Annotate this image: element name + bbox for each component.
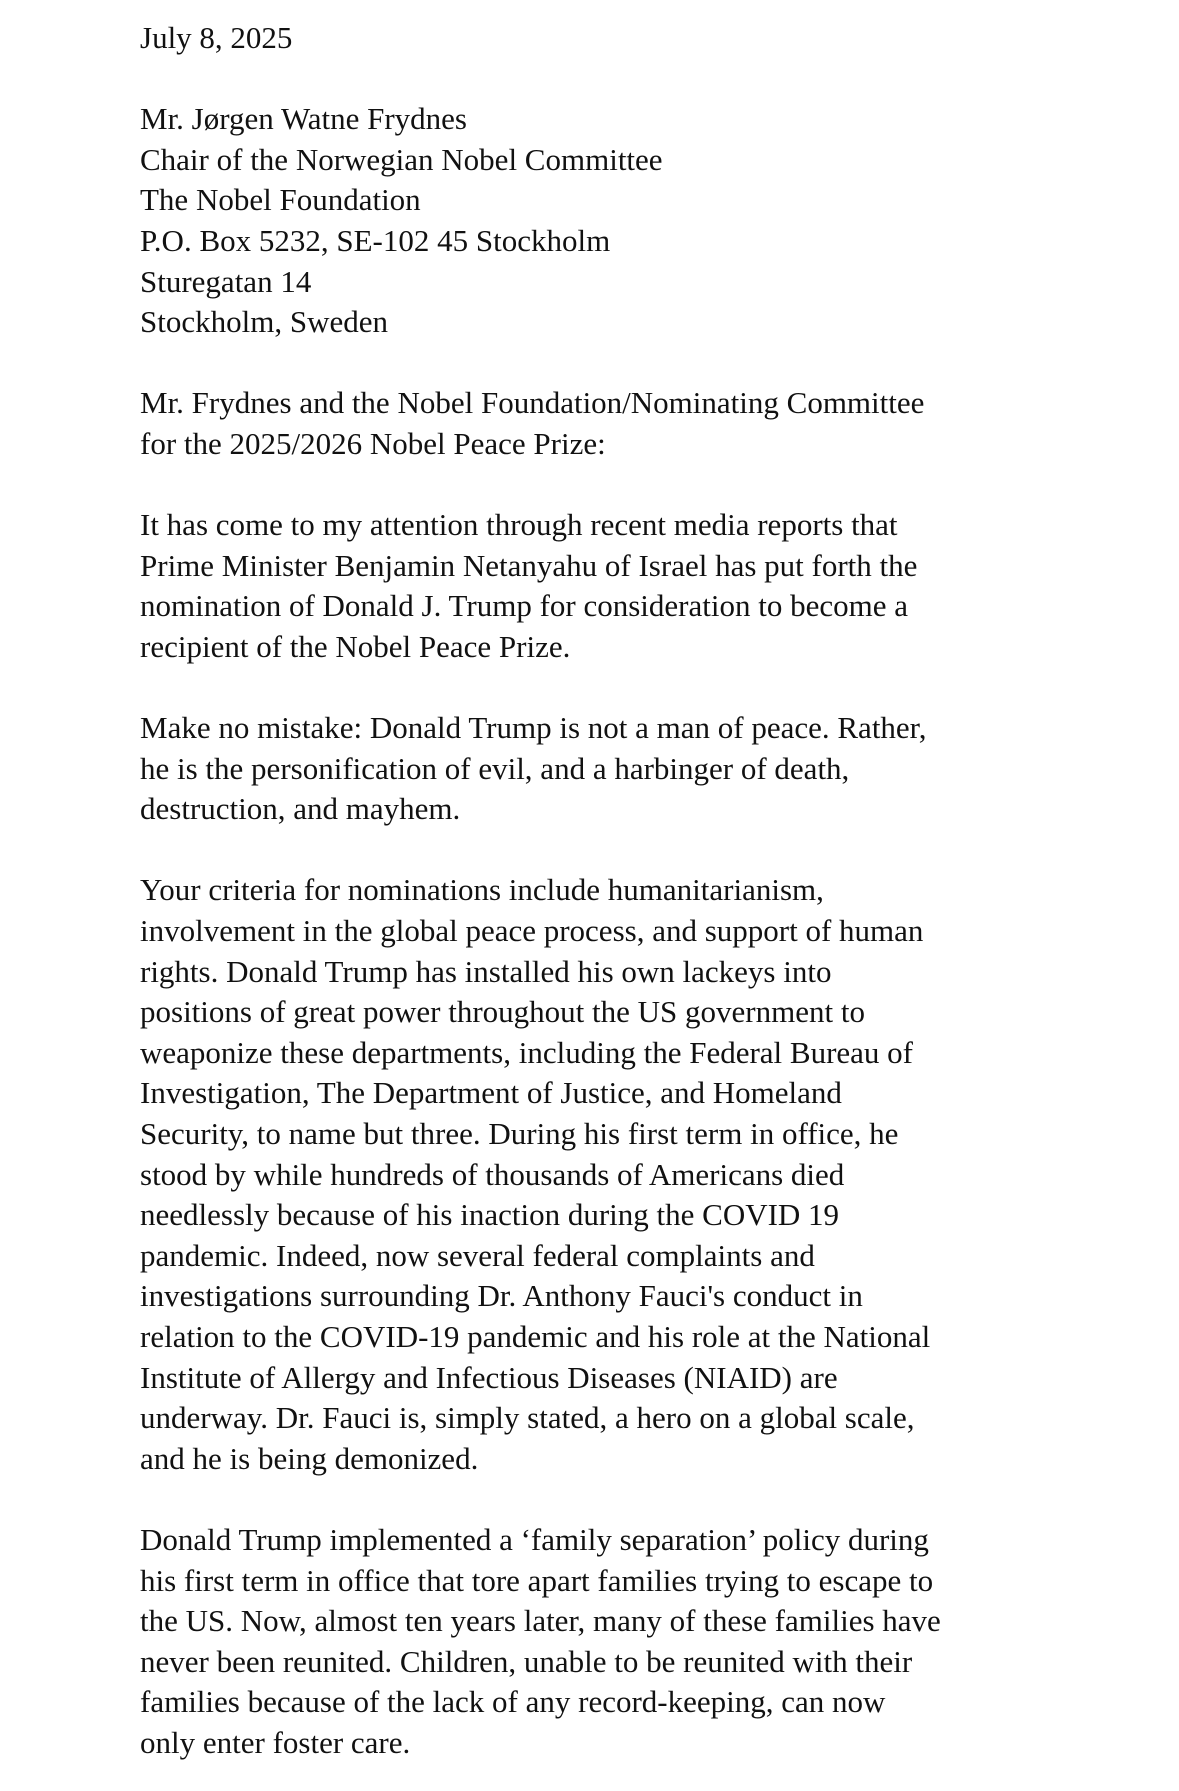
paragraph-line: investigations surrounding Dr. Anthony Fauci's conduct in <box>140 1278 863 1314</box>
spacer <box>140 343 1140 384</box>
paragraph-line: It has come to my attention through recent media reports that <box>140 507 898 543</box>
paragraph-line: pandemic. Indeed, now several federal complaints and <box>140 1237 815 1273</box>
paragraph-line: his first term in office that tore apart families trying to escape to <box>140 1562 934 1598</box>
paragraph-line: Prime Minister Benjamin Netanyahu of Israel has put forth the <box>140 547 918 583</box>
paragraph-criteria <box>140 870 1140 1479</box>
paragraph-line: Investigation, The Department of Justice, and Homeland <box>140 1075 842 1111</box>
paragraph-line: positions of great power throughout the US government to <box>140 994 865 1030</box>
paragraph-line: Make no mistake: Donald Trump is not a man of peace. Rather, <box>140 710 927 746</box>
recipient-address <box>140 99 1140 343</box>
paragraph-line: families because of the lack of any record-keeping, can now <box>140 1684 886 1720</box>
paragraph-line: destruction, and mayhem. <box>140 791 461 827</box>
letter-date <box>140 18 1140 59</box>
paragraph-line: needlessly because of his inaction during the COVID 19 <box>140 1197 840 1233</box>
paragraph-line: Your criteria for nominations include humanitarianism, <box>140 872 824 908</box>
paragraph-line: rights. Donald Trump has installed his own lackeys into <box>140 953 832 989</box>
address-line: Chair of the Norwegian Nobel Committee <box>140 141 663 177</box>
date-line: July 8, 2025 <box>140 20 293 55</box>
salutation <box>140 383 1140 464</box>
paragraph-line: and he is being demonized. <box>140 1440 479 1476</box>
paragraph-line: stood by while hundreds of thousands of Americans died <box>140 1156 845 1192</box>
letter-body <box>140 18 1140 1764</box>
paragraph-line: the US. Now, almost ten years later, many of these families have <box>140 1603 941 1639</box>
paragraph-media-reports <box>140 505 1140 667</box>
paragraph-line: weaponize these departments, including the Federal Bureau of <box>140 1034 914 1070</box>
paragraph-line: involvement in the global peace process, and support of human <box>140 913 924 949</box>
spacer <box>140 668 1140 709</box>
spacer <box>140 1479 1140 1520</box>
address-line: Sturegatan 14 <box>140 263 312 299</box>
paragraph-line: Security, to name but three. During his first term in office, he <box>140 1116 899 1152</box>
address-line: P.O. Box 5232, SE-102 45 Stockholm <box>140 222 611 258</box>
paragraph-line: underway. Dr. Fauci is, simply stated, a hero on a global scale, <box>140 1400 915 1436</box>
address-line: Stockholm, Sweden <box>140 304 388 340</box>
paragraph-line: nomination of Donald J. Trump for consideration to become a <box>140 588 908 624</box>
salutation-line: Mr. Frydnes and the Nobel Foundation/Nominating Committee <box>140 385 925 421</box>
paragraph-line: only enter foster care. <box>140 1724 411 1760</box>
paragraph-line: Donald Trump implemented a ‘family separation’ policy during <box>140 1521 929 1557</box>
paragraph-line: he is the personification of evil, and a harbinger of death, <box>140 750 850 786</box>
salutation-line: for the 2025/2026 Nobel Peace Prize: <box>140 425 606 461</box>
paragraph-line: recipient of the Nobel Peace Prize. <box>140 628 571 664</box>
spacer <box>140 59 1140 100</box>
spacer <box>140 830 1140 871</box>
paragraph-family-separation <box>140 1520 1140 1764</box>
address-line: Mr. Jørgen Watne Frydnes <box>140 101 467 137</box>
paragraph-line: Institute of Allergy and Infectious Diseases (NIAID) are <box>140 1359 838 1395</box>
address-line: The Nobel Foundation <box>140 182 421 218</box>
paragraph-no-mistake <box>140 708 1140 830</box>
paragraph-line: relation to the COVID-19 pandemic and his role at the National <box>140 1319 931 1354</box>
paragraph-line: never been reunited. Children, unable to be reunited with their <box>140 1643 913 1679</box>
spacer <box>140 465 1140 506</box>
